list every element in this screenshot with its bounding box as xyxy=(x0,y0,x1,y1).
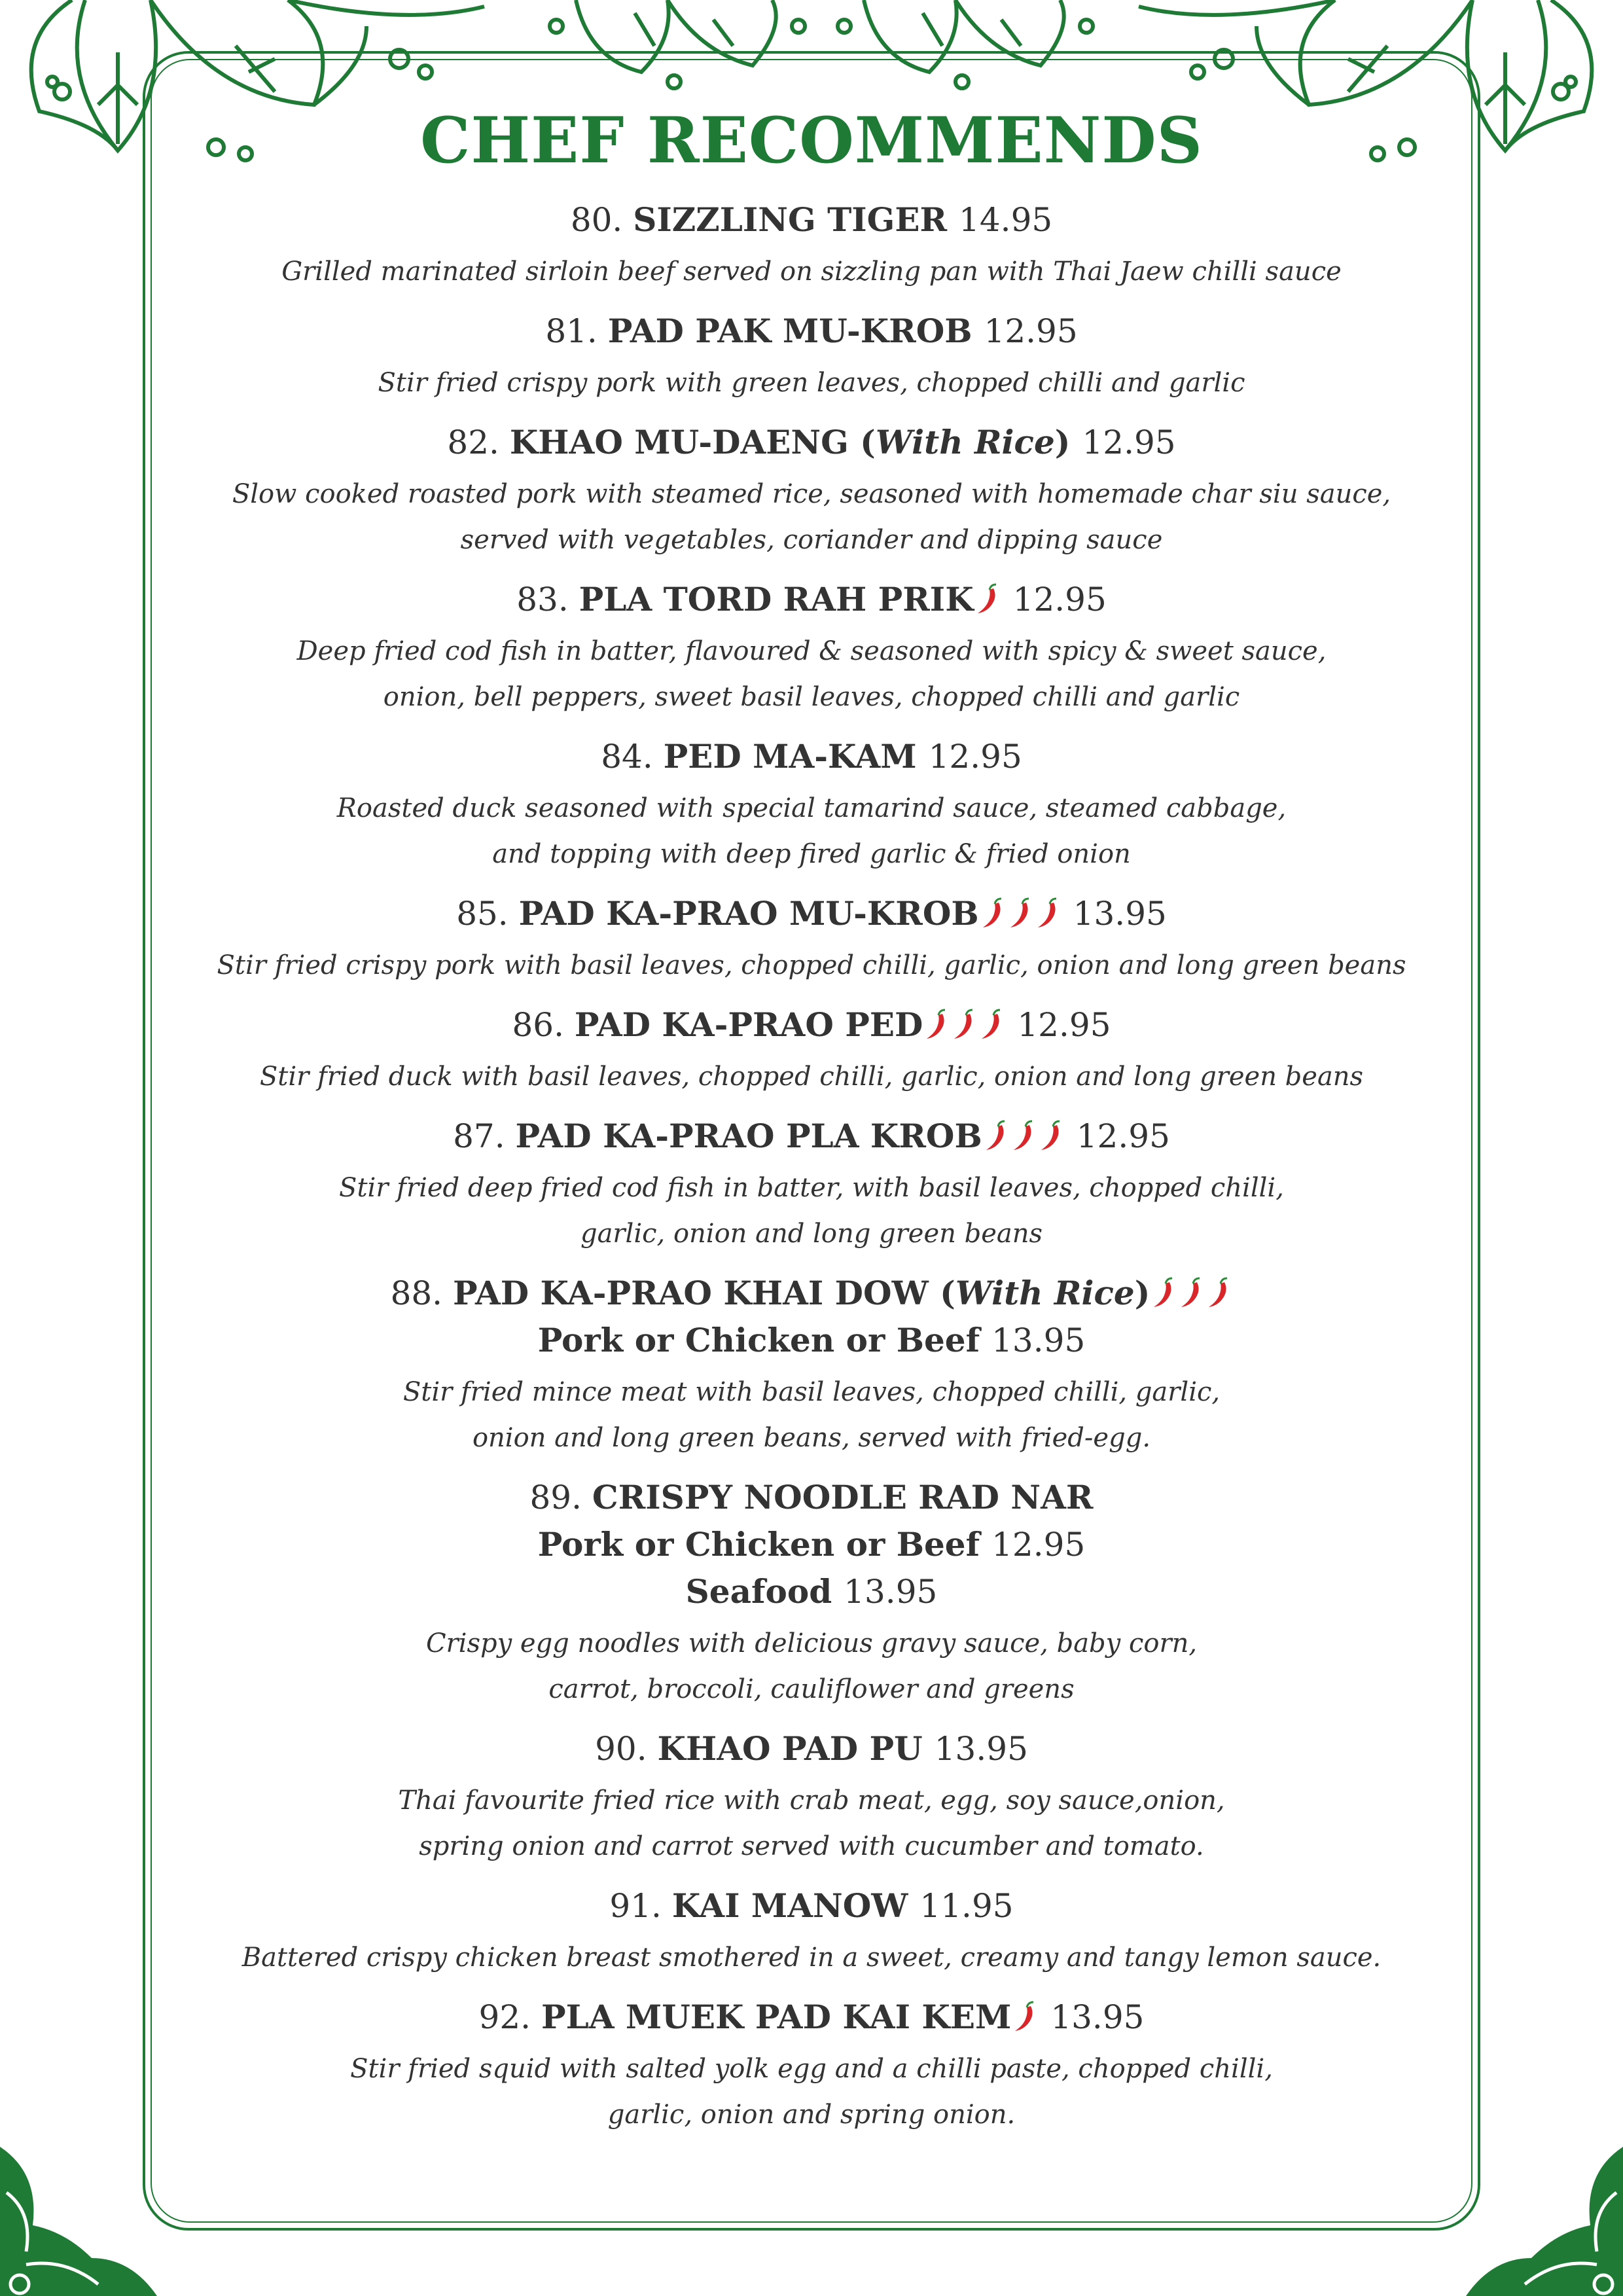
item-option-price: 13.95 xyxy=(844,1573,938,1611)
item-price: 11.95 xyxy=(919,1887,1014,1925)
menu-item xyxy=(196,419,1427,563)
item-name: PAD PAK MU-KROB xyxy=(607,312,972,350)
item-price: 14.95 xyxy=(959,201,1053,239)
menu-item xyxy=(196,733,1427,877)
chili-icon xyxy=(1039,1120,1065,1151)
item-price: 12.95 xyxy=(1017,1006,1111,1044)
item-number: 81. xyxy=(545,312,608,350)
item-name-close: ) xyxy=(1134,1274,1150,1312)
item-option-price: 13.95 xyxy=(991,1321,1086,1359)
item-number: 88. xyxy=(390,1274,453,1312)
item-name: PAD KA-PRAO PLA KROB xyxy=(515,1117,982,1155)
menu-item xyxy=(196,308,1427,406)
item-number: 91. xyxy=(609,1887,672,1925)
item-price: 12.95 xyxy=(1076,1117,1170,1155)
menu-item xyxy=(196,196,1427,295)
menu-item-heading xyxy=(196,1474,1427,1521)
item-description xyxy=(196,2046,1427,2138)
item-description-line: garlic, onion and long green beans xyxy=(580,1219,1043,1249)
item-option-row xyxy=(196,1521,1427,1568)
item-price: 12.95 xyxy=(1082,423,1176,461)
item-price: 12.95 xyxy=(928,738,1022,776)
item-description-line: Crispy egg noodles with delicious gravy sauce, baby corn, xyxy=(425,1628,1198,1659)
chili-icon xyxy=(1179,1277,1205,1308)
menu-item-heading xyxy=(196,308,1427,355)
item-number: 85. xyxy=(456,895,519,933)
item-description-line: and topping with deep fired garlic & fried onion xyxy=(492,839,1131,869)
chili-icon xyxy=(979,1009,1005,1040)
item-option-label: Pork or Chicken or Beef xyxy=(537,1525,980,1564)
item-description-line: Stir fried crispy pork with green leaves, chopped chilli and garlic xyxy=(378,368,1245,398)
item-rice-note: With Rice xyxy=(955,1274,1135,1312)
menu-item-heading xyxy=(196,1001,1427,1049)
item-price: 12.95 xyxy=(984,312,1078,350)
menu-item xyxy=(196,1882,1427,1981)
menu-item-heading xyxy=(196,1725,1427,1772)
chili-icon xyxy=(975,583,1001,615)
item-description xyxy=(196,1054,1427,1100)
item-description xyxy=(196,360,1427,406)
menu-item-heading xyxy=(196,576,1427,623)
chili-icon xyxy=(1206,1277,1232,1308)
item-option-label: Seafood xyxy=(685,1572,832,1611)
item-name: PLA TORD RAH PRIK xyxy=(579,580,974,619)
chili-icon xyxy=(1011,1120,1037,1151)
chili-icon xyxy=(924,1009,950,1040)
item-price: 13.95 xyxy=(1050,1998,1145,2036)
item-description xyxy=(196,249,1427,295)
item-number: 80. xyxy=(570,201,633,239)
item-name: PAD KA-PRAO KHAI DOW ( xyxy=(452,1274,955,1312)
item-option-row xyxy=(196,1317,1427,1364)
item-number: 90. xyxy=(595,1730,658,1768)
item-name: CRISPY NOODLE RAD NAR xyxy=(592,1478,1094,1516)
item-name: KAI MANOW xyxy=(671,1886,908,1925)
item-description-line: Grilled marinated sirloin beef served on sizzling pan with Thai Jaew chilli sauce xyxy=(281,257,1342,287)
menu-item-heading xyxy=(196,1994,1427,2041)
item-price: 12.95 xyxy=(1012,581,1107,619)
item-option-price: 12.95 xyxy=(991,1526,1086,1564)
item-description-line: Roasted duck seasoned with special tamarind sauce, steamed cabbage, xyxy=(336,793,1287,823)
item-description-line: onion and long green beans, served with fried-egg. xyxy=(472,1423,1151,1453)
item-number: 83. xyxy=(516,581,579,619)
chili-icon xyxy=(1035,897,1061,929)
item-description-line: served with vegetables, coriander and dipping sauce xyxy=(460,525,1163,555)
item-description-line: Stir fried duck with basil leaves, chopped chilli, garlic, onion and long green beans xyxy=(259,1062,1364,1092)
menu-content xyxy=(196,98,1427,2138)
item-description-line: Deep fried cod fish in batter, flavoured & seasoned with spicy & sweet sauce, xyxy=(296,636,1327,666)
item-price: 13.95 xyxy=(934,1730,1028,1768)
item-number: 82. xyxy=(447,423,510,461)
menu-item xyxy=(196,1994,1427,2138)
item-description xyxy=(196,942,1427,988)
menu-item-heading xyxy=(196,1882,1427,1929)
item-description-line: Stir fried mince meat with basil leaves, chopped chilli, garlic, xyxy=(402,1377,1221,1407)
item-name: PAD KA-PRAO MU-KROB xyxy=(518,894,979,933)
menu-item-heading xyxy=(196,890,1427,937)
item-description xyxy=(196,628,1427,720)
item-description-line: carrot, broccoli, cauliflower and greens xyxy=(548,1674,1075,1704)
menu-item xyxy=(196,1725,1427,1869)
chili-icon xyxy=(1008,897,1034,929)
chili-icon xyxy=(980,897,1007,929)
item-description-line: Stir fried deep fried cod fish in batter, with basil leaves, chopped chilli, xyxy=(339,1173,1284,1203)
item-number: 92. xyxy=(478,1998,541,2036)
item-description xyxy=(196,1369,1427,1461)
menu-items-list xyxy=(196,196,1427,2138)
item-rice-note: With Rice xyxy=(875,423,1055,461)
item-option-row xyxy=(196,1568,1427,1615)
item-description-line: spring onion and carrot served with cucumber and tomato. xyxy=(419,1831,1204,1861)
item-number: 86. xyxy=(512,1006,575,1044)
menu-item-heading xyxy=(196,733,1427,780)
item-price: 13.95 xyxy=(1073,895,1167,933)
item-description-line: Slow cooked roasted pork with steamed rice, seasoned with homemade char siu sauce, xyxy=(232,479,1391,509)
menu-item xyxy=(196,890,1427,988)
item-name: PAD KA-PRAO PED xyxy=(574,1005,923,1044)
chili-icon xyxy=(952,1009,978,1040)
item-description xyxy=(196,1935,1427,1981)
item-description-line: Thai favourite fried rice with crab meat, egg, soy sauce,onion, xyxy=(398,1785,1225,1816)
item-description xyxy=(196,1621,1427,1712)
chili-icon xyxy=(984,1120,1010,1151)
item-description-line: Stir fried crispy pork with basil leaves, chopped chilli, garlic, onion and long green beans xyxy=(217,950,1406,980)
menu-item-heading xyxy=(196,196,1427,243)
item-description xyxy=(196,471,1427,563)
chili-icon xyxy=(1012,2001,1039,2032)
menu-item xyxy=(196,1113,1427,1257)
menu-item-heading xyxy=(196,1270,1427,1317)
item-name: KHAO MU-DAENG ( xyxy=(509,423,876,461)
page-title: CHEF RECOMMENDS xyxy=(420,103,1203,177)
item-name: KHAO PAD PU xyxy=(657,1729,923,1768)
item-description xyxy=(196,1165,1427,1257)
item-description-line: Battered crispy chicken breast smothered in a sweet, creamy and tangy lemon sauce. xyxy=(241,1943,1382,1973)
chili-icon xyxy=(1151,1277,1177,1308)
menu-item-heading xyxy=(196,419,1427,466)
menu-item xyxy=(196,576,1427,720)
menu-item-heading xyxy=(196,1113,1427,1160)
item-name: PLA MUEK PAD KAI KEM xyxy=(541,1998,1012,2036)
menu-item xyxy=(196,1270,1427,1461)
item-number: 84. xyxy=(601,738,664,776)
menu-item xyxy=(196,1001,1427,1100)
item-name: PED MA-KAM xyxy=(663,737,917,776)
item-description-line: Stir fried squid with salted yolk egg and a chilli paste, chopped chilli, xyxy=(350,2054,1273,2084)
item-description xyxy=(196,785,1427,877)
menu-item xyxy=(196,1474,1427,1712)
item-description-line: onion, bell peppers, sweet basil leaves, chopped chilli and garlic xyxy=(383,682,1240,712)
item-description xyxy=(196,1778,1427,1869)
item-name: SIZZLING TIGER xyxy=(633,200,948,239)
item-description-line: garlic, onion and spring onion. xyxy=(607,2100,1016,2130)
item-option-label: Pork or Chicken or Beef xyxy=(537,1321,980,1359)
item-number: 89. xyxy=(529,1479,592,1516)
item-name-close: ) xyxy=(1054,423,1071,461)
item-number: 87. xyxy=(453,1117,516,1155)
